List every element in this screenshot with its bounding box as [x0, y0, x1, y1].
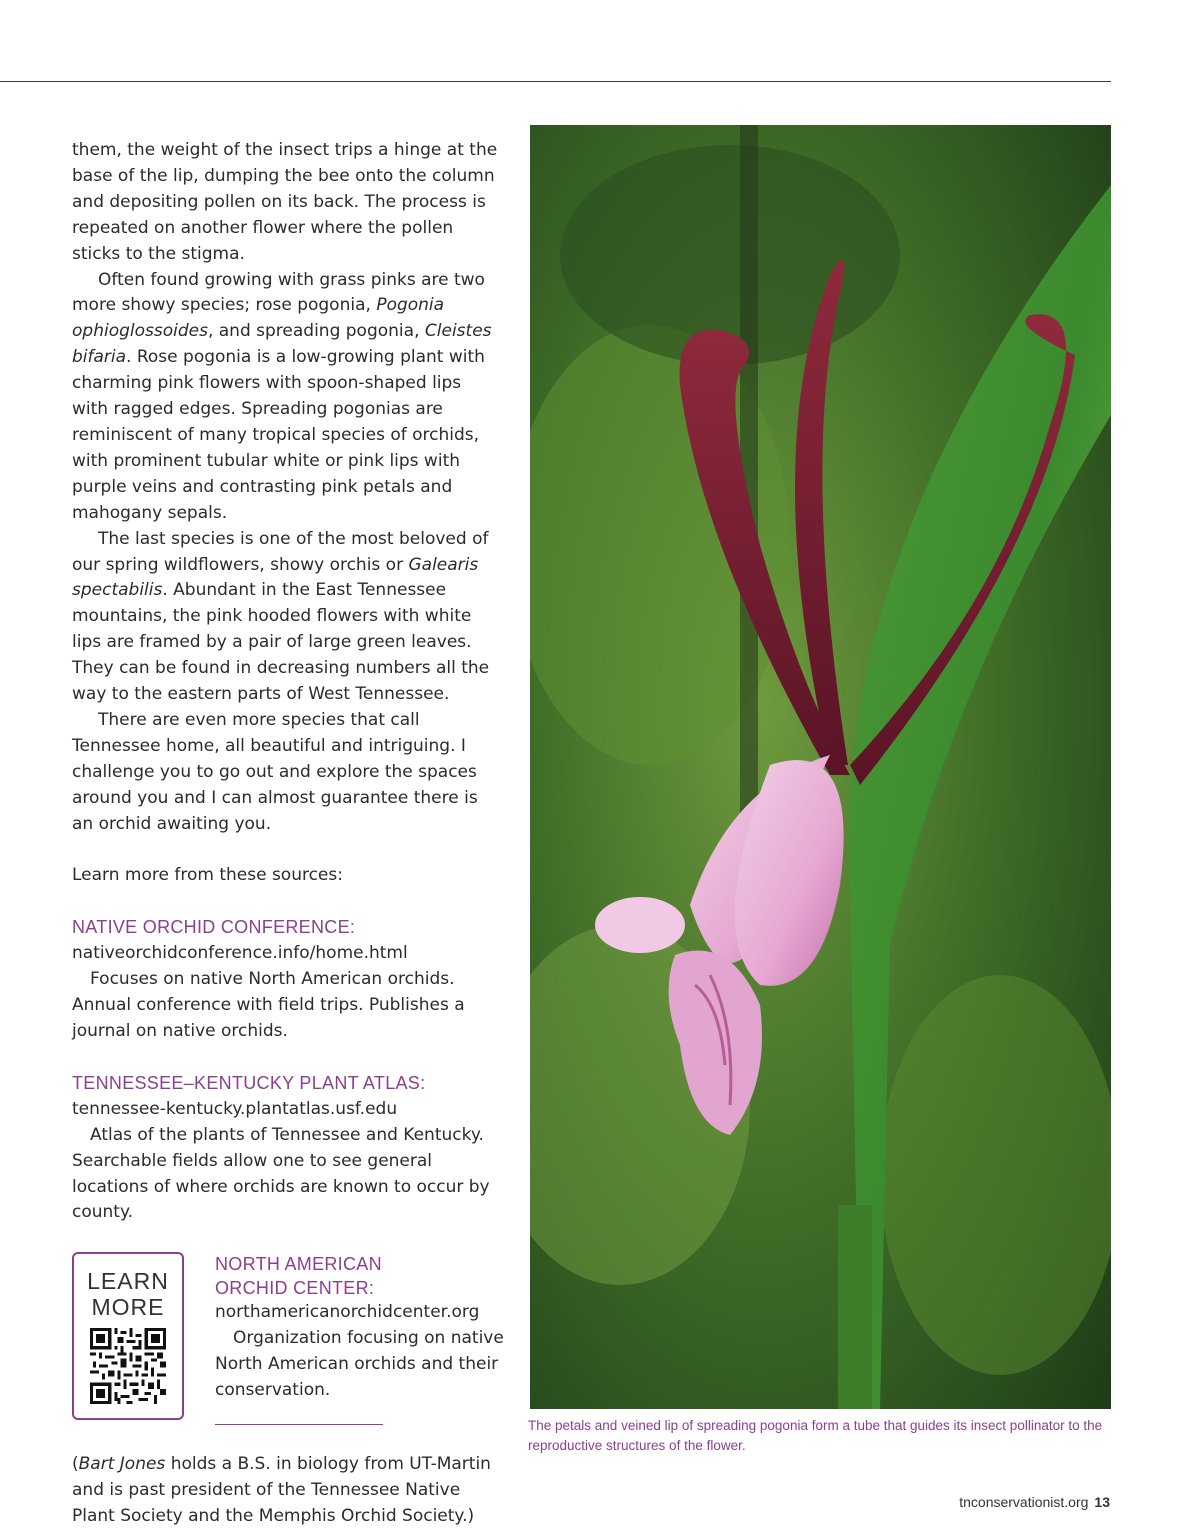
species-name: Galearis spectabilis	[72, 554, 479, 601]
source-description: Atlas of the plants of Tennessee and Kentucky. Searchable fields allow one to see general locations of where orchids are known to occur by county.	[72, 1124, 490, 1223]
learn-more-box[interactable]	[72, 1252, 184, 1420]
source-heading: NATIVE ORCHID CONFERENCE:	[72, 917, 356, 938]
page-footer	[959, 1494, 1110, 1510]
paragraph-3: The last species is one of the most beloved of our spring wildflowers, showy orchis or Galearis spectabilis. Abundant in the East Tennessee mountains, the pink hooded flowers with white lips are framed by a pair of large green leaves. They can be found in decreasing numbers all the way to the eastern parts of West Tennessee.	[72, 528, 490, 705]
source-url[interactable]: tennessee-kentucky.plantatlas.usf.edu	[72, 1098, 398, 1119]
learn-more-intro: Learn more from these sources:	[72, 865, 343, 886]
source-heading: NORTH AMERICAN ORCHID CENTER:	[215, 1254, 382, 1299]
source-url[interactable]: northamericanorchidcenter.org	[215, 1302, 480, 1323]
paragraph-1: them, the weight of the insect trips a hinge at the base of the lip, dumping the bee onto the column and depositing pollen on its back. The process is repeated on another flower where the pollen sticks to the stigma.	[72, 140, 498, 264]
source-north-american-orchid-center	[215, 1252, 505, 1404]
section-divider	[215, 1424, 383, 1425]
source-url[interactable]: nativeorchidconference.info/home.html	[72, 943, 408, 964]
author-name: Bart Jones	[78, 1454, 166, 1475]
page-number: 13	[1094, 1494, 1110, 1510]
photo-caption: The petals and veined lip of spreading pogonia form a tube that guides its insect pollinator to the reproductive structures of the flower.	[528, 1418, 1103, 1453]
source-description: Organization focusing on native North American orchids and their conservation.	[215, 1328, 504, 1401]
learn-more-section	[72, 1252, 502, 1452]
paragraph-4: There are even more species that call Tennessee home, all beautiful and intriguing. I challenge you to go out and explore the spaces around you and I can almost guarantee there is an orchid awaiting you.	[72, 709, 478, 834]
species-name: Cleistes bifaria	[72, 321, 492, 368]
qr-code-icon[interactable]	[90, 1328, 166, 1404]
source-description: Focuses on native North American orchids. Annual conference with field trips. Publishes a journal on native orchids.	[72, 969, 465, 1041]
learn-more-label: LEARN MORE	[87, 1268, 169, 1321]
source-native-orchid-conference	[72, 915, 502, 1045]
orchid-photo	[530, 125, 1111, 1409]
header-rule	[0, 81, 1111, 82]
source-plant-atlas	[72, 1071, 502, 1226]
species-name: Pogonia ophioglossoides	[72, 295, 445, 342]
source-heading: TENNESSEE–KENTUCKY PLANT ATLAS:	[72, 1072, 426, 1093]
author-bio: (Bart Jones holds a B.S. in biology from UT-Martin and is past president of the Tennessee Native Plant Society and the Memphis Orchid Society.)	[72, 1454, 491, 1527]
article-column	[72, 138, 502, 1530]
footer-site[interactable]: tnconservationist.org	[959, 1494, 1089, 1510]
paragraph-2: Often found growing with grass pinks are two more showy species; rose pogonia, Pogonia ophioglossoides, and spreading pogonia, Cleistes bifaria. Rose pogonia is a low-growing plant with charming pink flowers with spoon-shaped lips with ragged edges. Spreading pogonias are reminiscent of many tropical species of orchids, with prominent tubular white or pink lips with purple veins and contrasting pink petals and mahogany sepals.	[72, 269, 492, 523]
